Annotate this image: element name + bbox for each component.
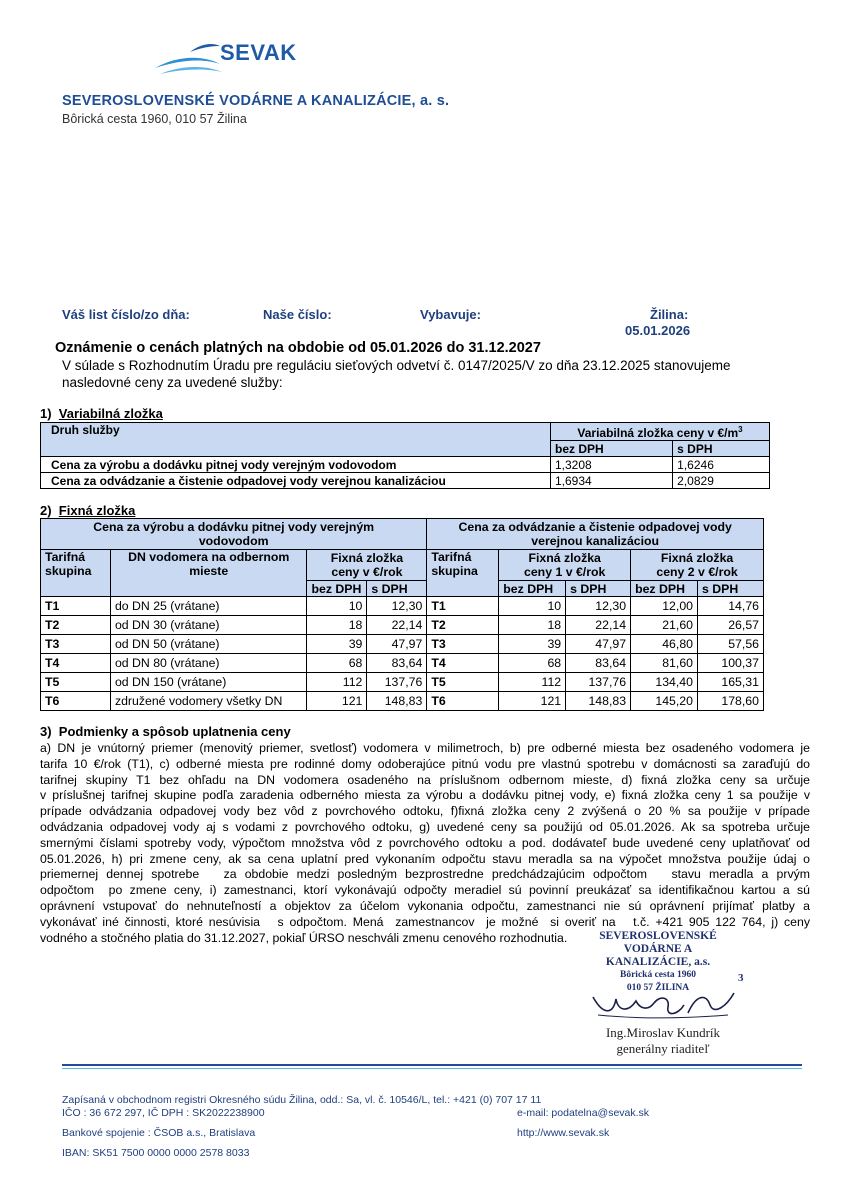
sewage-fixed2-vat: 14,76 xyxy=(698,597,764,616)
footer-email[interactable]: e-mail: podatelna@sevak.sk xyxy=(517,1107,650,1119)
col-fixed-line-1: Fixná zložka xyxy=(330,551,404,565)
tariff-group: T3 xyxy=(41,635,111,654)
footer-divider-2 xyxy=(62,1068,802,1069)
condition-line: vykonávať iné činnosti, ktoré nesúvisia s odpočtom. Mená zamestnancov je možné si overiť na t.č. +421 905 122 764, j) ceny xyxy=(40,914,810,929)
col-tariff2-header xyxy=(427,550,499,597)
water-fixed-no-vat: 10 xyxy=(307,597,367,616)
col-vat-header: s DPH xyxy=(367,581,427,597)
sewage-fixed1-vat: 12,30 xyxy=(566,597,631,616)
col-tariff-line-1: Tarifná xyxy=(45,550,86,564)
section-3-heading xyxy=(40,724,291,739)
sewage-fixed2-vat: 26,57 xyxy=(698,616,764,635)
water-fixed-vat: 137,76 xyxy=(367,673,427,692)
water-fixed-no-vat: 18 xyxy=(307,616,367,635)
sewage-fixed2-no-vat: 12,00 xyxy=(631,597,698,616)
sewage-tariff-group: T3 xyxy=(427,635,499,654)
water-fixed-no-vat: 39 xyxy=(307,635,367,654)
logo-wordmark: SEVAK xyxy=(220,40,297,65)
table-row xyxy=(41,616,764,635)
stamp-number: 3 xyxy=(738,972,744,984)
section-2-heading xyxy=(40,503,135,518)
table-row xyxy=(41,519,764,550)
intro-text xyxy=(62,357,782,391)
company-name: SEVEROSLOVENSKÉ VODÁRNE A KANALIZÁCIE, a. s. xyxy=(62,93,450,109)
table-row xyxy=(41,673,764,692)
col-fixed2-header xyxy=(631,550,764,581)
ref-date: 05.01.2026 xyxy=(625,323,691,338)
footer-divider-1 xyxy=(62,1064,802,1066)
col-fixed1-header xyxy=(499,550,631,581)
condition-line: v príslušnej tarifnej skupine podľa zaradenia odberného miesta za výrobu a dodávku pitnej vody, e) fixná zložka ceny 1 sa použije v xyxy=(40,788,810,803)
condition-line: smernými číslami spotreby vody, výpočtom množstva vôd z povrchového odtoku a pod. dodávateľ bude uvedené ceny uplatňovať od xyxy=(40,835,810,850)
meter-dn: od DN 80 (vrátane) xyxy=(110,654,307,673)
notice-title: Oznámenie o cenách platných na obdobie od 05.01.2026 do 31.12.2027 xyxy=(55,340,541,356)
water-fixed-no-vat: 112 xyxy=(307,673,367,692)
col-service-header: Druh služby xyxy=(41,423,551,457)
condition-line: tarifa 10 €/rok (T1), c) odberné miesta pre rodinné domy odoberajúce pitnú vodu pre vlastnú spotrebu v domácnosti sa zaraďujú do xyxy=(40,756,810,771)
price-vat: 2,0829 xyxy=(673,473,770,489)
table-row xyxy=(41,635,764,654)
ref-handled-by: Vybavuje: xyxy=(420,307,481,322)
sewage-tariff-group: T6 xyxy=(427,692,499,711)
service-name: Cena za odvádzanie a čistenie odpadovej vody verejnou kanalizáciou xyxy=(41,473,551,489)
sewage-fixed2-no-vat: 81,60 xyxy=(631,654,698,673)
col-price-unit-sup: 3 xyxy=(738,425,743,434)
condition-line: odvádzania odpadovej vody aj s vodami z povrchového odtoku, g) uvedené ceny sa použijú od 05.01.2026. Ak sa spotreba určuje xyxy=(40,819,810,834)
stamp-line-1: SEVEROSLOVENSKÉ xyxy=(599,930,717,942)
ref-your-letter: Váš list číslo/zo dňa: xyxy=(62,307,190,322)
col-tariff2-line-2: skupina xyxy=(431,564,478,578)
price-no-vat: 1,3208 xyxy=(551,457,673,473)
tariff-group: T6 xyxy=(41,692,111,711)
sewage-fixed2-vat: 178,60 xyxy=(698,692,764,711)
section-1-number: 1) xyxy=(40,406,52,421)
ref-city: Žilina: xyxy=(650,307,689,322)
sewage-fixed1-no-vat: 10 xyxy=(499,597,566,616)
water-fixed-no-vat: 68 xyxy=(307,654,367,673)
water-fixed-vat: 83,64 xyxy=(367,654,427,673)
sewage-fixed1-no-vat: 18 xyxy=(499,616,566,635)
fixed-price-table xyxy=(40,518,764,711)
sewage-fixed2-vat: 165,31 xyxy=(698,673,764,692)
sewage-header-line-2: verejnou kanalizáciou xyxy=(531,534,660,548)
sewage-fixed1-vat: 148,83 xyxy=(566,692,631,711)
condition-line: 05.01.2026, h) pri zmene ceny, ak sa cena uplatní pred vykonaním odpočtu stavu meradla sa na výpočet množstva použije údaj o xyxy=(40,851,810,866)
sewage-fixed1-no-vat: 68 xyxy=(499,654,566,673)
section-3-title: Podmienky a spôsob uplatnenia ceny xyxy=(58,724,291,739)
sewage-fixed2-no-vat: 145,20 xyxy=(631,692,698,711)
tariff-group: T2 xyxy=(41,616,111,635)
sewage-fixed1-vat: 83,64 xyxy=(566,654,631,673)
col-fixed-header xyxy=(307,550,427,581)
section-2-number: 2) xyxy=(40,503,52,518)
intro-line-1: V súlade s Rozhodnutím Úradu pre reguláciu sieťových odvetví č. 0147/2025/V zo dňa 23.12.2025 stanovujeme xyxy=(62,358,731,373)
col-fixed-line-2: ceny v €/rok xyxy=(331,565,403,579)
sewage-tariff-group: T1 xyxy=(427,597,499,616)
col-fixed1-line-2: ceny 1 v €/rok xyxy=(524,565,606,579)
table-row xyxy=(41,423,770,441)
water-supply-header-line-2: vodovodom xyxy=(198,534,269,548)
water-supply-header-line-1: Cena za výrobu a dodávku pitnej vody verejným xyxy=(93,520,375,534)
sewage-fixed2-no-vat: 21,60 xyxy=(631,616,698,635)
stamp-line-2: VODÁRNE A KANALIZÁCIE, a.s. xyxy=(605,943,711,968)
condition-line: odpočtom po zmene ceny, i) zamestnanci, ktorí vykonávajú odpočty meradiel sú povinní preukázať sa identifikačnou kartou a sú xyxy=(40,883,810,898)
col-fixed2-line-1: Fixná zložka xyxy=(660,551,734,565)
fixed-price-rows xyxy=(41,597,764,711)
col-fixed1-line-1: Fixná zložka xyxy=(528,551,601,565)
price-vat: 1,6246 xyxy=(673,457,770,473)
stamp-line-4: 010 57 ŽILINA xyxy=(626,983,690,993)
intro-line-2: nasledovné ceny za uvedené služby: xyxy=(62,375,283,390)
tariff-group: T4 xyxy=(41,654,111,673)
ref-our-number: Naše číslo: xyxy=(263,307,332,322)
footer-web[interactable]: http://www.sevak.sk xyxy=(517,1127,610,1139)
sewage-fixed2-no-vat: 46,80 xyxy=(631,635,698,654)
water-fixed-vat: 148,83 xyxy=(367,692,427,711)
table-row xyxy=(41,457,770,473)
condition-line: oprávnení vstupovať do nehnuteľností a objektov za účelom vykonania odpočtu, zamestnanci nie sú oprávnení prijímať platby a xyxy=(40,898,810,913)
sewage-tariff-group: T5 xyxy=(427,673,499,692)
condition-line: vodného a stočného platia do 31.12.2027, pokiaľ ÚRSO neschváli zmenu cenového rozhodnutia. xyxy=(40,930,568,945)
footer-iban: IBAN: SK51 7500 0000 0000 2578 8033 xyxy=(62,1147,250,1159)
table-row xyxy=(41,692,764,711)
meter-dn: do DN 25 (vrátane) xyxy=(110,597,307,616)
col-tariff2-line-1: Tarifná xyxy=(431,550,472,564)
service-name: Cena za výrobu a dodávku pitnej vody verejným vodovodom xyxy=(41,457,551,473)
col-vat-header: s DPH xyxy=(673,441,770,457)
col-vat-header: s DPH xyxy=(698,581,764,597)
water-supply-header xyxy=(41,519,427,550)
water-fixed-vat: 12,30 xyxy=(367,597,427,616)
table-row xyxy=(41,473,770,489)
footer-bank: Bankové spojenie : ČSOB a.s., Bratislava xyxy=(62,1127,256,1139)
footer-registry: Zapísaná v obchodnom registri Okresného súdu Žilina, odd.: Sa, vl. č. 10546/L, tel.: +421 (0) 707 17 11 xyxy=(62,1094,542,1106)
sewage-fixed2-no-vat: 134,40 xyxy=(631,673,698,692)
col-fixed2-line-2: ceny 2 v €/rok xyxy=(656,565,738,579)
sewage-fixed2-vat: 100,37 xyxy=(698,654,764,673)
section-3-number: 3) xyxy=(40,724,52,739)
col-tariff-header xyxy=(41,550,111,597)
col-price-header xyxy=(551,423,770,441)
table-row xyxy=(41,654,764,673)
footer-ico: IČO : 36 672 297, IČ DPH : SK2022238900 xyxy=(62,1107,265,1119)
company-address: Bôrická cesta 1960, 010 57 Žilina xyxy=(62,112,247,126)
sewage-fixed2-vat: 57,56 xyxy=(698,635,764,654)
sewage-header xyxy=(427,519,764,550)
sewage-header-line-1: Cena za odvádzanie a čistenie odpadovej vody xyxy=(458,520,732,534)
meter-dn: združené vodomery všetky DN xyxy=(110,692,307,711)
condition-line: prípade odvádzania odpadovej vody bez vôd z povrchového odtoku, f)fixná zložka ceny 2 zvýšená o 20 % sa použije v prípade xyxy=(40,804,810,819)
col-dn-line-2: mieste xyxy=(189,564,229,578)
col-no-vat-header: bez DPH xyxy=(499,581,566,597)
condition-line: tarifnej skupiny T1 bez ohľadu na DN vodomera osadeného na príslušnom odbernom mieste, d) fixná zložka ceny sa určuje xyxy=(40,772,810,787)
table-row xyxy=(41,597,764,616)
table-row xyxy=(41,550,764,581)
water-fixed-vat: 47,97 xyxy=(367,635,427,654)
col-no-vat-header: bez DPH xyxy=(631,581,698,597)
meter-dn: od DN 50 (vrátane) xyxy=(110,635,307,654)
sewage-fixed1-no-vat: 39 xyxy=(499,635,566,654)
sewage-tariff-group: T4 xyxy=(427,654,499,673)
sewage-fixed1-no-vat: 112 xyxy=(499,673,566,692)
sewage-fixed1-vat: 22,14 xyxy=(566,616,631,635)
variable-price-table xyxy=(40,422,770,489)
water-fixed-vat: 22,14 xyxy=(367,616,427,635)
signatory xyxy=(568,1025,758,1057)
col-dn-line-1: DN vodomera na odbernom xyxy=(128,550,290,564)
sewage-tariff-group: T2 xyxy=(427,616,499,635)
sewage-fixed1-vat: 137,76 xyxy=(566,673,631,692)
stamp-line-3: Bôrická cesta 1960 xyxy=(620,970,696,980)
price-no-vat: 1,6934 xyxy=(551,473,673,489)
meter-dn: od DN 30 (vrátane) xyxy=(110,616,307,635)
section-2-title: Fixná zložka xyxy=(58,503,136,518)
col-no-vat-header: bez DPH xyxy=(307,581,367,597)
signature-icon xyxy=(588,985,738,1025)
signatory-name: Ing.Miroslav Kundrík xyxy=(605,1025,721,1040)
sewage-fixed1-no-vat: 121 xyxy=(499,692,566,711)
conditions-text xyxy=(40,741,810,946)
col-dn-header xyxy=(110,550,307,597)
col-vat-header: s DPH xyxy=(566,581,631,597)
tariff-group: T1 xyxy=(41,597,111,616)
col-no-vat-header: bez DPH xyxy=(551,441,673,457)
condition-line: a) DN je vnútorný priemer (menovitý priemer, svetlosť) vodomera v milimetroch, b) pre odberné miesta bez osadeného vodomera je xyxy=(40,741,810,755)
water-fixed-no-vat: 121 xyxy=(307,692,367,711)
col-price-label: Variabilná zložka ceny v €/m xyxy=(577,426,739,440)
tariff-group: T5 xyxy=(41,673,111,692)
section-1-title: Variabilná zložka xyxy=(58,406,163,421)
sewage-fixed1-vat: 47,97 xyxy=(566,635,631,654)
condition-line: priemernej dennej spotrebe za obdobie medzi posledným bezprostredne predchádzajúcim odpočtom stavu meradla a prvým xyxy=(40,867,810,882)
signatory-role: generálny riaditeľ xyxy=(616,1041,710,1056)
section-1-heading xyxy=(40,406,163,421)
col-tariff-line-2: skupina xyxy=(45,564,92,578)
meter-dn: od DN 150 (vrátane) xyxy=(110,673,307,692)
